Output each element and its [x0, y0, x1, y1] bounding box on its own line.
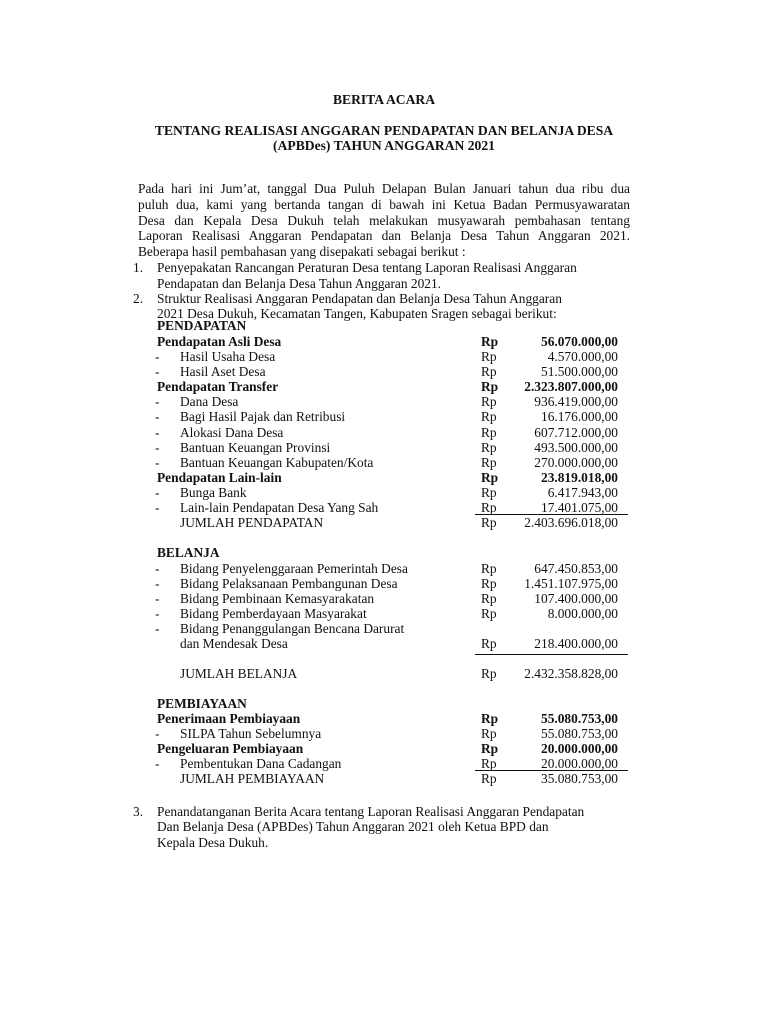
item-1-number: 1. [133, 260, 144, 275]
table-row: dan Mendesak Desa Rp 218.400.000,00 [180, 636, 618, 651]
pendapatan-heading: PENDAPATAN [157, 318, 247, 333]
pendapatan-asli-row: Pendapatan Asli Desa Rp 56.070.000,00 [157, 334, 618, 349]
table-row: - Lain-lain Pendapatan Desa Yang Sah Rp 17.401.075,00 [155, 500, 618, 515]
item-3-number: 3. [133, 804, 144, 819]
table-row: - Bagi Hasil Pajak dan Retribusi Rp 16.176.000,00 [155, 409, 618, 424]
item-2-line: Struktur Realisasi Anggaran Pendapatan dan Belanja Desa Tahun Anggaran [157, 291, 562, 306]
intro-line: Desa dan Kepala Desa Dukuh telah melakukan musyawarah pembahasan tentang [138, 212, 630, 228]
belanja-heading: BELANJA [157, 545, 220, 560]
intro-line: puluh dua, kami yang bertanda tangan di bawah ini Ketua Badan Permusyawaratan [138, 196, 630, 212]
table-row: - Bidang Pelaksanaan Pembangunan Desa Rp 1.451.107.975,00 [155, 576, 618, 591]
item-3-line: Penandatanganan Berita Acara tentang Laporan Realisasi Anggaran Pendapatan [157, 804, 585, 819]
table-row: - Bantuan Keuangan Provinsi Rp 493.500.000,00 [155, 440, 618, 455]
sum-divider-line [475, 654, 628, 655]
table-row: - SILPA Tahun Sebelumnya Rp 55.080.753,00 [155, 726, 618, 741]
table-row: - Bidang Pemberdayaan Masyarakat Rp 8.000.000,00 [155, 606, 618, 621]
table-row: - Bantuan Keuangan Kabupaten/Kota Rp 270.000.000,00 [155, 455, 618, 470]
table-row: - Bidang Penanggulangan Bencana Darurat [155, 621, 405, 636]
intro-line: Laporan Realisasi Anggaran Pendapatan dan Belanja Desa Tahun Anggaran 2021. [138, 228, 630, 244]
jumlah-pendapatan-row: JUMLAH PENDAPATAN Rp 2.403.696.018,00 [180, 515, 618, 530]
table-row: - Bidang Pembinaan Kemasyarakatan Rp 107.400.000,00 [155, 591, 618, 606]
table-row: - Dana Desa Rp 936.419.000,00 [155, 394, 618, 409]
document-subtitle-line-1: TENTANG REALISASI ANGGARAN PENDAPATAN DAN BELANJA DESA [154, 123, 614, 138]
intro-paragraph [138, 181, 630, 260]
intro-line-last: Beberapa hasil pembahasan yang disepakati sebagai berikut : [138, 244, 466, 260]
table-row: - Pembentukan Dana Cadangan Rp 20.000.000,00 [155, 756, 618, 771]
table-row: - Hasil Aset Desa Rp 51.500.000,00 [155, 364, 618, 379]
pengeluaran-pembiayaan-row: Pengeluaran Pembiayaan Rp 20.000.000,00 [157, 741, 618, 756]
table-row: - Alokasi Dana Desa Rp 607.712.000,00 [155, 425, 618, 440]
item-3-line: Dan Belanja Desa (APBDes) Tahun Anggaran 2021 oleh Ketua BPD dan [157, 819, 549, 834]
item-2-line: 2021 Desa Dukuh, Kecamatan Tangen, Kabupaten Sragen sebagai berikut: [157, 306, 557, 321]
pendapatan-transfer-row: Pendapatan Transfer Rp 2.323.807.000,00 [157, 379, 618, 394]
jumlah-belanja-row: JUMLAH BELANJA Rp 2.432.358.828,00 [180, 666, 618, 681]
item-3-line: Kepala Desa Dukuh. [157, 835, 269, 850]
pendapatan-lain-row: Pendapatan Lain-lain Rp 23.819.018,00 [157, 470, 618, 485]
document-title: BERITA ACARA [332, 92, 436, 107]
item-1-line: Penyepakatan Rancangan Peraturan Desa tentang Laporan Realisasi Anggaran [157, 260, 577, 275]
document-subtitle-line-2: (APBDes) TAHUN ANGGARAN 2021 [273, 138, 495, 153]
penerimaan-pembiayaan-row: Penerimaan Pembiayaan Rp 55.080.753,00 [157, 711, 618, 726]
item-1-line: Pendapatan dan Belanja Desa Tahun Anggaran 2021. [157, 276, 442, 291]
item-2-number: 2. [133, 291, 144, 306]
table-row: - Hasil Usaha Desa Rp 4.570.000,00 [155, 349, 618, 364]
intro-line: Pada hari ini Jum’at, tanggal Dua Puluh Delapan Bulan Januari tahun dua ribu dua [138, 181, 630, 196]
table-row: - Bunga Bank Rp 6.417.943,00 [155, 485, 618, 500]
table-row: - Bidang Penyelenggaraan Pemerintah Desa Rp 647.450.853,00 [155, 561, 618, 576]
jumlah-pembiayaan-row: JUMLAH PEMBIAYAAN Rp 35.080.753,00 [180, 771, 618, 786]
pembiayaan-heading: PEMBIAYAAN [157, 696, 247, 711]
